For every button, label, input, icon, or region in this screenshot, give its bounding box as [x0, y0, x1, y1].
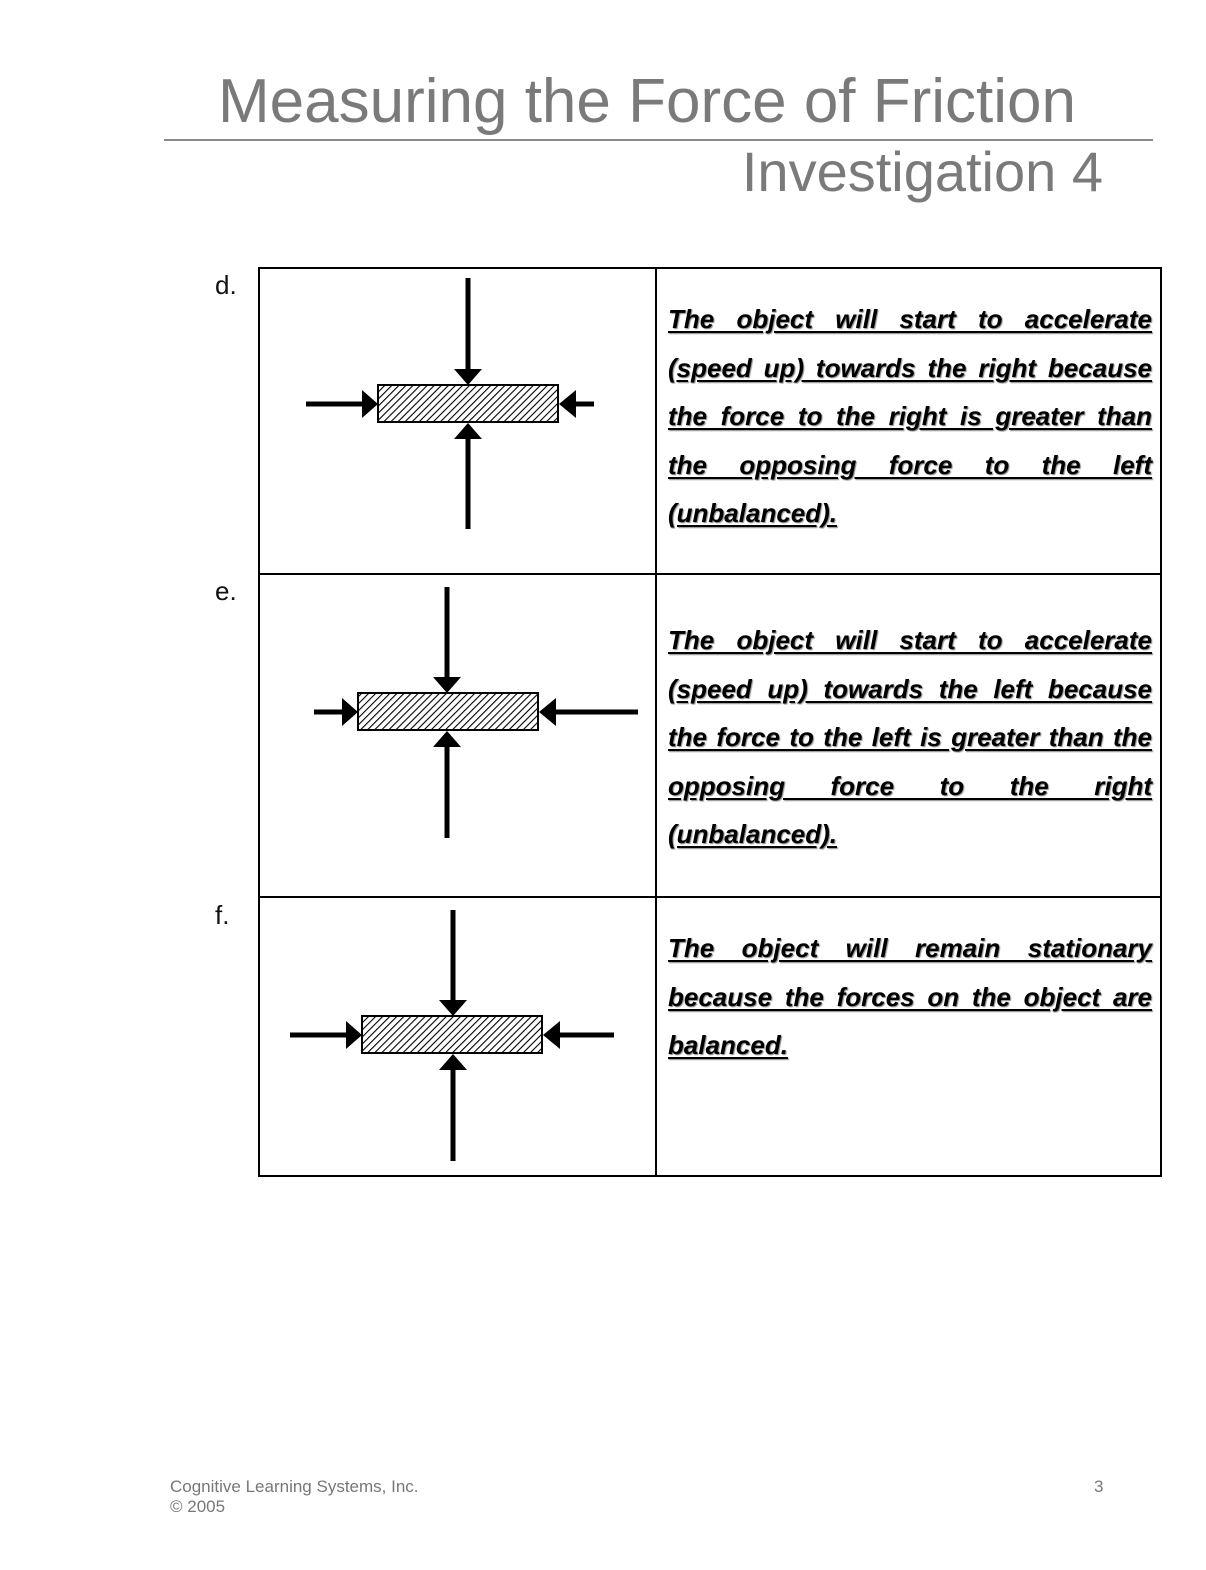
force-arrow-down — [433, 587, 461, 693]
force-arrow-down — [439, 910, 467, 1016]
force-arrow-up — [454, 423, 482, 529]
force-arrow-right — [306, 390, 378, 418]
answer-text-d: The object will start to accelerate (speed up) towards the right because the force to the right is greater than the opposing force to the left (unbalanced). — [668, 304, 1152, 528]
page-title: Measuring the Force of Friction — [218, 67, 1077, 136]
force-diagram-table — [258, 267, 1162, 1177]
force-arrow-up — [439, 1054, 467, 1161]
force-diagram-d — [260, 269, 655, 573]
force-arrow-down — [454, 278, 482, 385]
column-divider — [655, 269, 657, 1175]
answer-text-e: The object will start to accelerate (speed up) towards the left because the force to the left is greater than the opposing force to the right (unbalanced). — [668, 625, 1152, 849]
force-diagram-e — [260, 575, 655, 896]
force-arrow-right — [290, 1021, 362, 1049]
row-label-e: e. — [215, 576, 237, 606]
page-number: 3 — [1094, 1477, 1104, 1496]
force-arrow-left — [539, 698, 638, 726]
force-arrow-left — [543, 1021, 614, 1049]
footer-company: Cognitive Learning Systems, Inc. — [170, 1477, 419, 1496]
row-label-f: f. — [215, 900, 230, 930]
answer-text-f: The object will remain stationary because the forces on the object are balanced. — [668, 933, 1152, 1060]
hatched-block — [358, 693, 538, 730]
hatched-block — [378, 385, 558, 422]
force-diagram-f — [260, 898, 655, 1177]
force-arrow-up — [433, 731, 461, 838]
footer-copyright: © 2005 — [170, 1497, 226, 1516]
row-label-d: d. — [215, 270, 237, 300]
hatched-block — [362, 1016, 542, 1053]
page-subtitle: Investigation 4 — [741, 140, 1103, 203]
force-arrow-right — [314, 698, 358, 726]
force-arrow-left — [559, 390, 594, 418]
